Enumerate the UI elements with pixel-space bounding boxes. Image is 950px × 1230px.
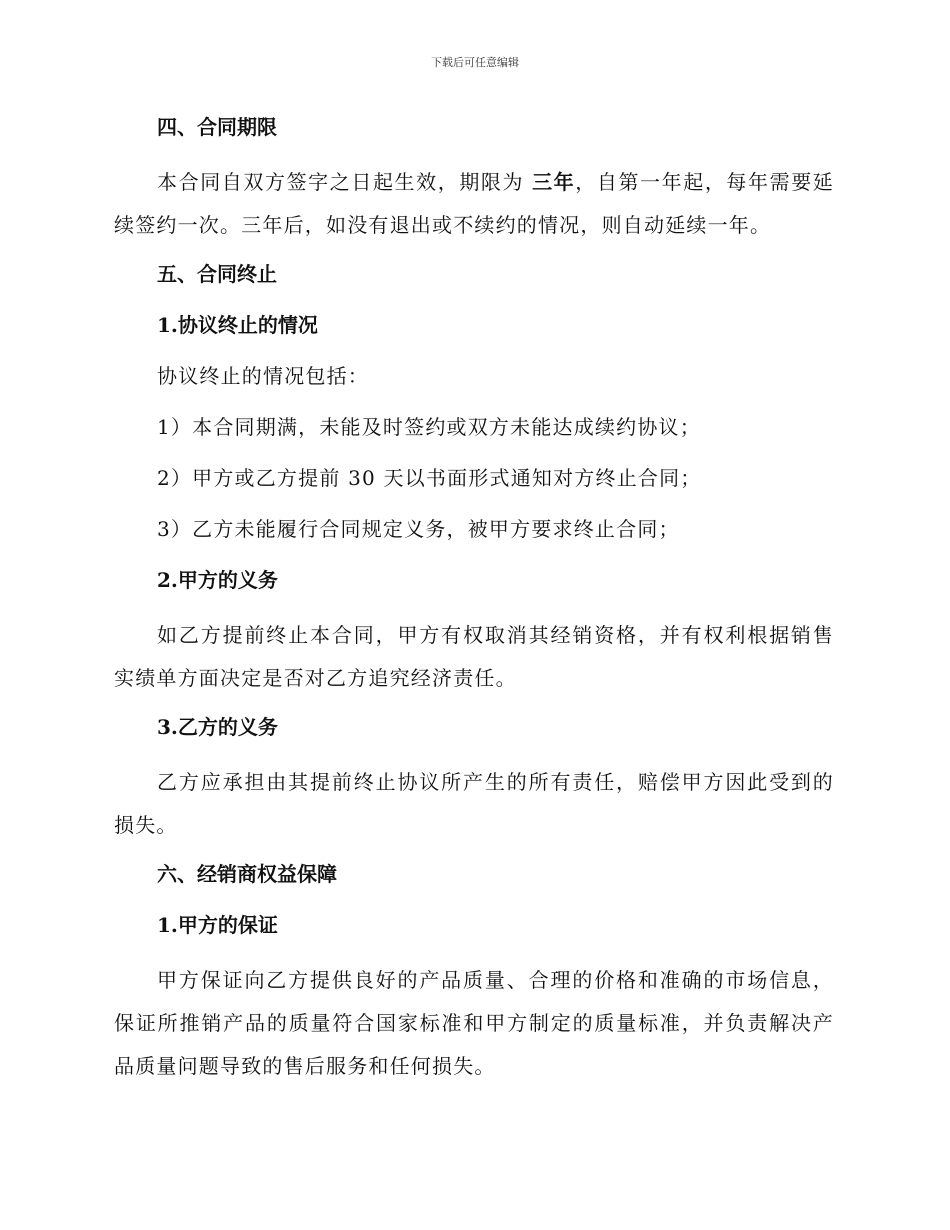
section-5-2-title: 2.甲方的义务	[157, 568, 278, 592]
section-6-1-title: 1.甲方的保证	[157, 913, 278, 937]
section-4-text-pre: 本合同自双方签字之日起生效，期限为	[157, 170, 533, 194]
section-5-title: 五、合同终止	[157, 262, 277, 286]
section-5-1-item-2: 2）甲方或乙方提前 30 天以书面形式通知对方终止合同；	[157, 466, 702, 490]
section-5-1-intro: 协议终止的情况包括：	[157, 364, 369, 388]
section-6-1-paragraph: 甲方保证向乙方提供良好的产品质量、合理的价格和准确的市场信息，保证所推销产品的质量符合国家标准和甲方制定的质量标准，并负责解决产品质量问题导致的售后服务和任何损失。	[114, 968, 834, 1078]
section-4-title: 四、合同期限	[157, 115, 277, 139]
section-4-text-post: ，自第一年起，每年需要延续签约一次。三年后，如没有退出或不续约的情况，则自动延续一年。	[114, 170, 835, 237]
section-5-1-item-3: 3）乙方未能履行合同规定义务，被甲方要求终止合同；	[157, 517, 680, 541]
section-5-3-title: 3.乙方的义务	[157, 715, 278, 739]
document-body	[114, 110, 834, 1098]
section-6-title: 六、经销商权益保障	[157, 862, 337, 886]
section-5-1-item-1: 1）本合同期满，未能及时签约或双方未能达成续约协议；	[157, 415, 701, 439]
section-4-term: 三年	[532, 170, 576, 194]
section-5-1-title: 1.协议终止的情况	[157, 313, 318, 337]
section-5-3-paragraph: 乙方应承担由其提前终止协议所产生的所有责任，赔偿甲方因此受到的损失。	[114, 770, 834, 837]
section-5-2-paragraph: 如乙方提前终止本合同，甲方有权取消其经销资格，并有权利根据销售实绩单方面决定是否对乙方追究经济责任。	[114, 623, 834, 690]
header-note: 下载后可任意编辑	[431, 56, 519, 69]
section-4-paragraph	[114, 161, 834, 247]
